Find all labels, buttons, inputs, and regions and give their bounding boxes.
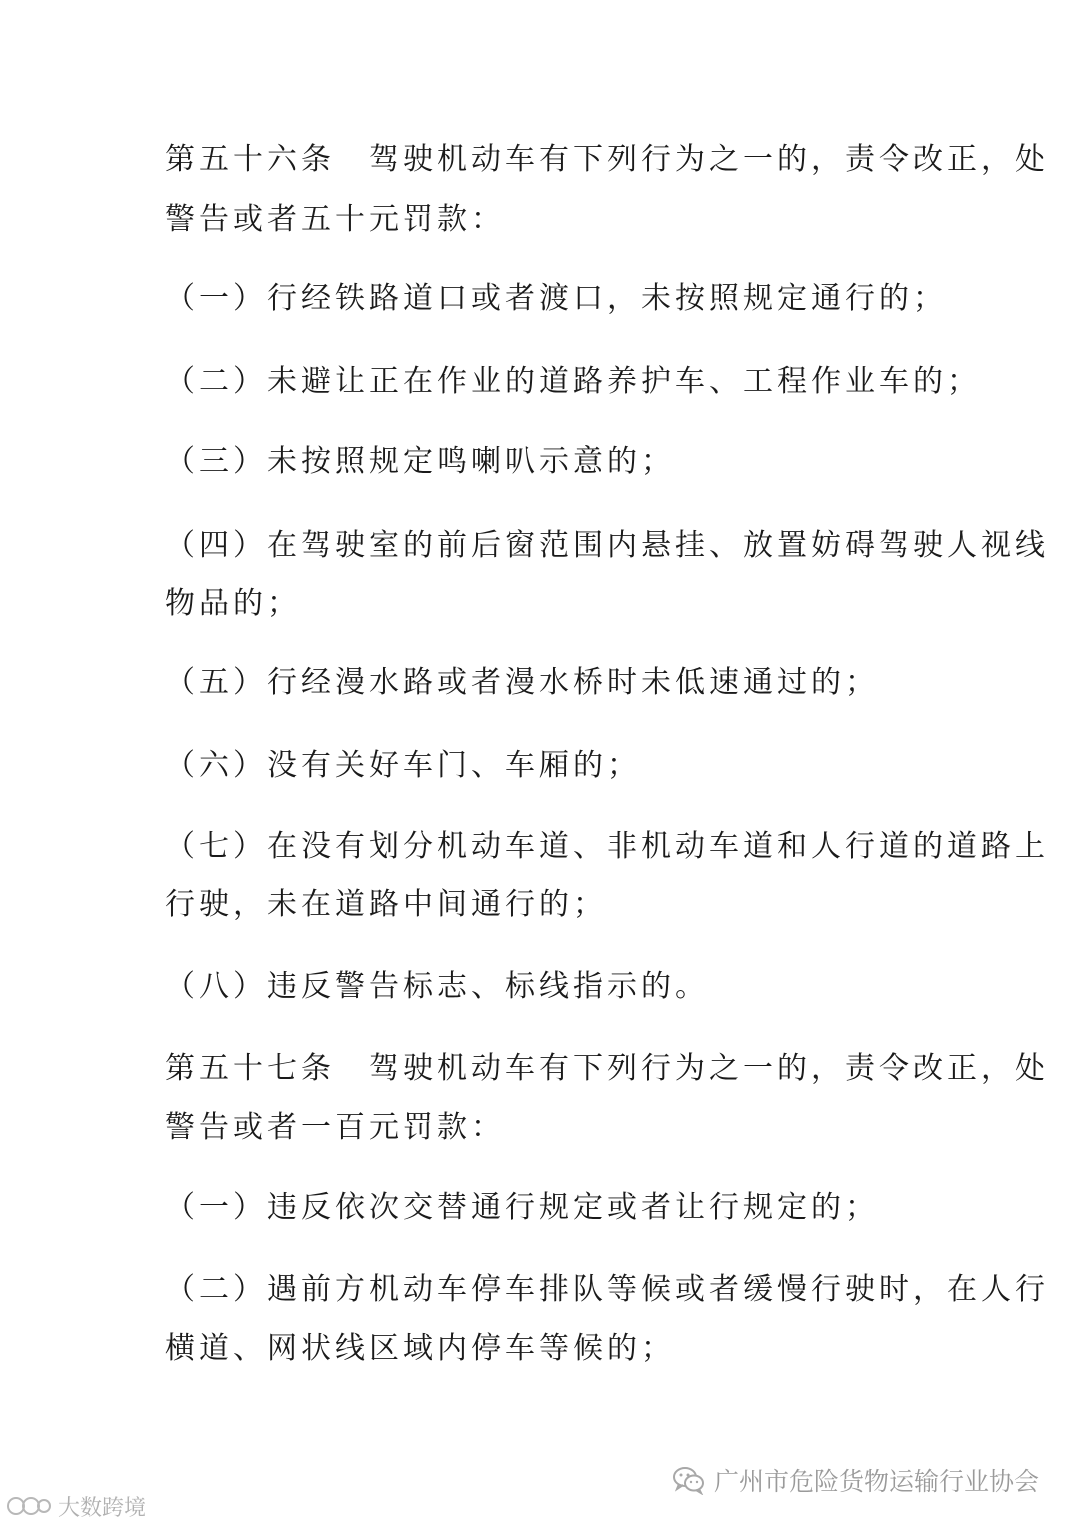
source-watermark-text: 广州市危险货物运输行业协会: [714, 1467, 1040, 1496]
article-57-item-2: （二）遇前方机动车停车排队等候或者缓慢行驶时，在人行: [165, 1272, 1049, 1307]
article-56-item-2: （二）未避让正在作业的道路养护车、工程作业车的；: [165, 364, 981, 399]
wechat-icon: [672, 1465, 706, 1495]
article-56-item-3: （三）未按照规定鸣喇叭示意的；: [165, 444, 675, 479]
brand-logo-icon: [6, 1493, 52, 1519]
article-56-item-4: （四）在驾驶室的前后窗范围内悬挂、放置妨碍驾驶人视线: [165, 528, 1049, 563]
corner-watermark: [6, 1490, 146, 1522]
article-57-heading-cont: 警告或者一百元罚款：: [165, 1110, 505, 1145]
article-56-item-7: （七）在没有划分机动车道、非机动车道和人行道的道路上: [165, 829, 1049, 864]
corner-watermark-text: 大数跨境: [58, 1495, 147, 1521]
article-56-item-8: （八）违反警告标志、标线指示的。: [165, 969, 709, 1004]
article-57-heading: 第五十七条 驾驶机动车有下列行为之一的，责令改正，处: [165, 1051, 1049, 1086]
article-56-item-4-cont: 物品的；: [165, 586, 301, 621]
article-56-item-6: （六）没有关好车门、车厢的；: [165, 748, 641, 783]
article-57-item-1: （一）违反依次交替通行规定或者让行规定的；: [165, 1190, 879, 1225]
article-56-item-1: （一）行经铁路道口或者渡口，未按照规定通行的；: [165, 281, 947, 316]
article-56-heading-cont: 警告或者五十元罚款：: [165, 202, 505, 237]
article-57-item-2-cont: 横道、网状线区域内停车等候的；: [165, 1331, 675, 1366]
article-56-heading: 第五十六条 驾驶机动车有下列行为之一的，责令改正，处: [165, 142, 1049, 177]
article-56-item-5: （五）行经漫水路或者漫水桥时未低速通过的；: [165, 665, 879, 700]
source-watermark: [672, 1462, 1039, 1498]
article-56-item-7-cont: 行驶，未在道路中间通行的；: [165, 887, 607, 922]
